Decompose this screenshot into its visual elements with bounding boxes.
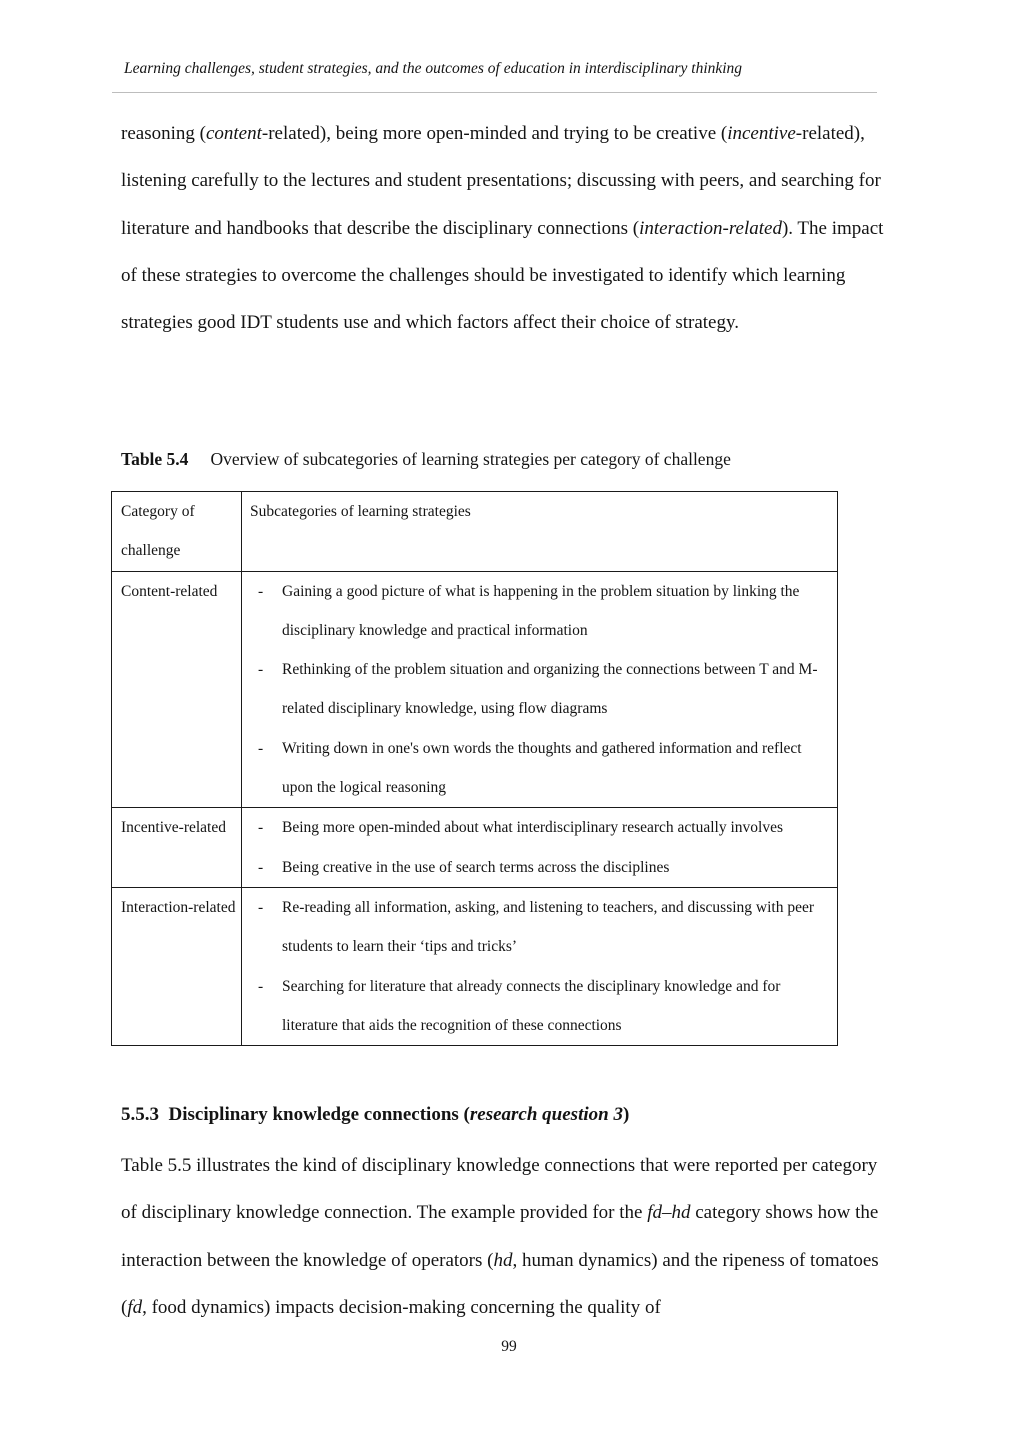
table-row bbox=[112, 887, 838, 1045]
bullet-dash: - bbox=[258, 898, 264, 916]
bullet-dash: - bbox=[258, 739, 264, 757]
text-run: Table 5.5 illustrates the kind of disciplinary knowledge connections that were reported per category of disciplinary knowledge connection. The example provided for the bbox=[121, 1155, 878, 1224]
section-title-suffix: ) bbox=[622, 1104, 630, 1125]
bullet-dash: - bbox=[258, 977, 264, 995]
strategies-table bbox=[111, 491, 838, 1046]
section-title-italic: research question 3 bbox=[469, 1104, 623, 1125]
italic-term: fd bbox=[127, 1296, 143, 1318]
italic-term: content bbox=[205, 123, 262, 144]
column-header-category: Category of challenge bbox=[112, 492, 242, 572]
strategies-cell bbox=[242, 808, 838, 888]
paragraph-text bbox=[121, 110, 896, 346]
bullet-dash: - bbox=[258, 858, 264, 876]
table-caption-label: Table 5.4 bbox=[121, 449, 189, 469]
body-paragraph-1 bbox=[121, 110, 896, 346]
list-item: - Writing down in one's own words the thoughts and gathered information and reflect upon the logical reasoning bbox=[250, 729, 831, 808]
list-item: - Re-reading all information, asking, and listening to teachers, and discussing with peer students to learn their ‘tips and tricks’ bbox=[250, 888, 831, 967]
table-caption bbox=[121, 449, 731, 470]
text-run: related), listening carefully to the lectures and student presentations; discussing with peers, and searching for literature and handbooks that describe the disciplinary connections ( bbox=[121, 123, 881, 239]
category-cell: Incentive-related bbox=[112, 808, 242, 888]
italic-term: interaction-related bbox=[639, 217, 782, 239]
text-run: , human dynamics) and the ripeness of tomatoes ( bbox=[121, 1249, 879, 1318]
italic-term: fd–hd bbox=[647, 1202, 691, 1224]
text-run: category shows how the interaction between the knowledge of operators ( bbox=[121, 1202, 879, 1271]
section-title: Disciplinary knowledge connections ( bbox=[168, 1104, 470, 1125]
strategies-cell bbox=[242, 887, 838, 1045]
list-item: - Rethinking of the problem situation and organizing the connections between T and M-related disciplinary knowledge, using flow diagrams bbox=[250, 650, 831, 729]
section-number: 5.5.3 bbox=[121, 1104, 159, 1125]
table-row bbox=[112, 571, 838, 808]
paragraph-text bbox=[121, 1142, 896, 1331]
bullet-dash: - bbox=[258, 819, 264, 837]
list-item: - Searching for literature that already connects the disciplinary knowledge and for literature that aids the recognition of these connections bbox=[250, 967, 831, 1046]
body-paragraph-2 bbox=[121, 1142, 896, 1331]
italic-term: hd bbox=[493, 1249, 513, 1271]
list-item: - Being more open-minded about what interdisciplinary research actually involves bbox=[250, 808, 831, 847]
section-heading bbox=[121, 1104, 629, 1126]
text-run: ). The impact of these strategies to overcome the challenges should be investigated to identify which learning strategies good IDT students use and which factors affect their choice of strategy. bbox=[121, 217, 884, 334]
running-header: Learning challenges, student strategies, and the outcomes of education in interdisciplinary thinking bbox=[124, 60, 743, 77]
column-header-strategies: Subcategories of learning strategies bbox=[242, 492, 838, 572]
category-cell: Content-related bbox=[112, 571, 242, 808]
list-item: - Being creative in the use of search terms across the disciplines bbox=[250, 848, 831, 887]
header-divider bbox=[112, 92, 877, 93]
text-run: reasoning ( bbox=[121, 123, 206, 144]
italic-term: incentive- bbox=[727, 123, 803, 144]
page-number: 99 bbox=[501, 1338, 517, 1355]
text-run: , food dynamics) impacts decision-making concerning the quality of bbox=[142, 1296, 661, 1318]
bullet-dash: - bbox=[258, 582, 264, 600]
list-item: - Gaining a good picture of what is happening in the problem situation by linking the disciplinary knowledge and practical information bbox=[250, 572, 831, 651]
table-caption-text: Overview of subcategories of learning strategies per category of challenge bbox=[210, 449, 731, 469]
strategies-cell bbox=[242, 571, 838, 808]
bullet-dash: - bbox=[258, 661, 264, 679]
text-run: -related), being more open-minded and trying to be creative ( bbox=[261, 123, 728, 144]
category-cell: Interaction-related bbox=[112, 887, 242, 1045]
table-row bbox=[112, 808, 838, 888]
table-header-row bbox=[112, 492, 838, 572]
